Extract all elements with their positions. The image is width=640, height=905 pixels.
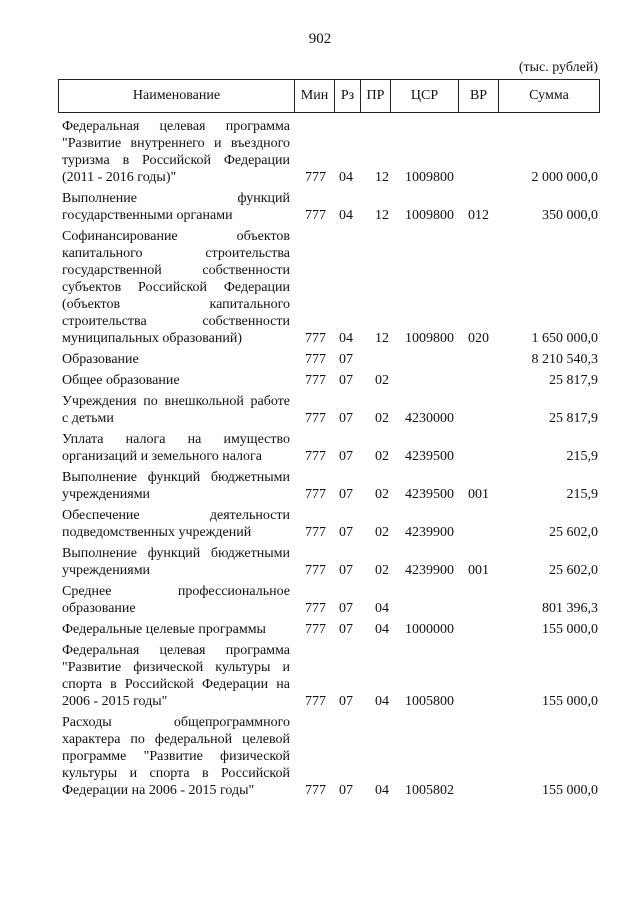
cell-sum: 2 000 000,0: [531, 170, 598, 185]
cell-pr: 02: [375, 525, 389, 540]
table-row: [62, 621, 600, 638]
cell-csr: 1009800: [405, 331, 454, 346]
cell-min: 777: [305, 563, 326, 578]
cell-sum: 8 210 540,3: [531, 352, 598, 367]
cell-sum: 25 602,0: [549, 563, 598, 578]
cell-csr: 4239900: [405, 563, 454, 578]
table-row: [62, 118, 600, 186]
cell-csr: 1009800: [405, 208, 454, 223]
cell-sum: 350 000,0: [542, 208, 598, 223]
cell-min: 777: [305, 601, 326, 616]
cell-min: 777: [305, 373, 326, 388]
header-name: Наименование: [132, 88, 221, 103]
cell-rz: 07: [339, 373, 353, 388]
cell-pr: 12: [375, 208, 389, 223]
cell-min: 777: [305, 331, 326, 346]
units-label: (тыс. рублей): [518, 60, 598, 75]
table-row: [62, 372, 600, 389]
cell-pr: 12: [375, 170, 389, 185]
cell-name: Расходы общепрограммного характера по федеральной целевой программе "Развитие физической культуры и спорта в Российской Федерации на 2006 - 2015 годы": [62, 715, 290, 798]
page-number: 902: [308, 31, 332, 47]
cell-min: 777: [305, 208, 326, 223]
cell-rz: 07: [339, 449, 353, 464]
cell-sum: 25 817,9: [549, 411, 598, 426]
cell-name: Среднее профессиональное образование: [62, 584, 290, 616]
cell-vr: 012: [468, 208, 489, 223]
cell-rz: 04: [339, 331, 353, 346]
cell-name: Федеральная целевая программа "Развитие физической культуры и спорта в Российской Федерации на 2006 - 2015 годы": [62, 643, 290, 709]
cell-name: Уплата налога на имущество организаций и земельного налога: [62, 432, 290, 464]
cell-rz: 07: [339, 783, 353, 798]
cell-pr: 02: [375, 487, 389, 502]
cell-rz: 07: [339, 487, 353, 502]
table-row: [62, 714, 600, 799]
cell-pr: 02: [375, 563, 389, 578]
cell-min: 777: [305, 487, 326, 502]
table-row: [62, 190, 600, 224]
cell-sum: 25 602,0: [549, 525, 598, 540]
cell-sum: 25 817,9: [549, 373, 598, 388]
header-rz: Рз: [334, 80, 360, 112]
table-row: [62, 583, 600, 617]
cell-name: Софинансирование объектов капитального строительства государственной собственности субъектов Российской Федерации (объектов капитального строительства собственности муниципальных образований): [62, 229, 290, 346]
cell-pr: 04: [375, 601, 389, 616]
cell-sum: 215,9: [566, 487, 598, 502]
cell-pr: 04: [375, 694, 389, 709]
cell-rz: 04: [339, 170, 353, 185]
table-row: [62, 393, 600, 427]
cell-rz: 07: [339, 411, 353, 426]
table-row: [62, 431, 600, 465]
cell-sum: 1 650 000,0: [531, 331, 598, 346]
cell-sum: 801 396,3: [542, 601, 598, 616]
cell-sum: 155 000,0: [542, 622, 598, 637]
cell-name: Обеспечение деятельности подведомственных учреждений: [62, 508, 290, 540]
cell-csr: 4230000: [405, 411, 454, 426]
cell-pr: 02: [375, 449, 389, 464]
cell-vr: 001: [468, 487, 489, 502]
cell-name: Образование: [62, 352, 139, 367]
cell-rz: 04: [339, 208, 353, 223]
cell-pr: 04: [375, 622, 389, 637]
cell-sum: 215,9: [566, 449, 598, 464]
cell-csr: 1009800: [405, 170, 454, 185]
header-pr: ПР: [360, 80, 390, 112]
header-vr: ВР: [458, 80, 498, 112]
cell-csr: 4239500: [405, 449, 454, 464]
cell-name: Федеральные целевые программы: [62, 622, 266, 637]
cell-min: 777: [305, 694, 326, 709]
table-row: [62, 545, 600, 579]
table-row: [62, 228, 600, 347]
cell-rz: 07: [339, 694, 353, 709]
cell-sum: 155 000,0: [542, 783, 598, 798]
header-sum: Сумма: [498, 80, 599, 112]
cell-min: 777: [305, 783, 326, 798]
cell-sum: 155 000,0: [542, 694, 598, 709]
cell-rz: 07: [339, 563, 353, 578]
cell-name: Выполнение функций бюджетными учреждениями: [62, 470, 290, 502]
table-row: [62, 351, 600, 368]
cell-name: Общее образование: [62, 373, 180, 388]
cell-min: 777: [305, 525, 326, 540]
cell-pr: 04: [375, 783, 389, 798]
table-row: [62, 469, 600, 503]
cell-min: 777: [305, 449, 326, 464]
cell-csr: 1005800: [405, 694, 454, 709]
header-min: Мин: [294, 80, 334, 112]
cell-name: Федеральная целевая программа "Развитие внутреннего и въездного туризма в Российской Федерации (2011 - 2016 годы)": [62, 119, 290, 185]
cell-csr: 4239500: [405, 487, 454, 502]
table-header: [58, 79, 600, 113]
cell-rz: 07: [339, 352, 353, 367]
cell-name: Учреждения по внешкольной работе с детьми: [62, 394, 290, 426]
cell-vr: 001: [468, 563, 489, 578]
cell-min: 777: [305, 411, 326, 426]
cell-rz: 07: [339, 601, 353, 616]
cell-min: 777: [305, 622, 326, 637]
cell-min: 777: [305, 352, 326, 367]
cell-min: 777: [305, 170, 326, 185]
cell-rz: 07: [339, 622, 353, 637]
cell-rz: 07: [339, 525, 353, 540]
cell-pr: 12: [375, 331, 389, 346]
cell-name: Выполнение функций государственными органами: [62, 191, 290, 223]
cell-csr: 1000000: [405, 622, 454, 637]
table-row: [62, 507, 600, 541]
table-body: [62, 118, 600, 803]
cell-pr: 02: [375, 373, 389, 388]
cell-vr: 020: [468, 331, 489, 346]
cell-pr: 02: [375, 411, 389, 426]
cell-csr: 4239900: [405, 525, 454, 540]
header-csr: ЦСР: [390, 80, 458, 112]
table-row: [62, 642, 600, 710]
cell-csr: 1005802: [405, 783, 454, 798]
cell-name: Выполнение функций бюджетными учреждениями: [62, 546, 290, 578]
